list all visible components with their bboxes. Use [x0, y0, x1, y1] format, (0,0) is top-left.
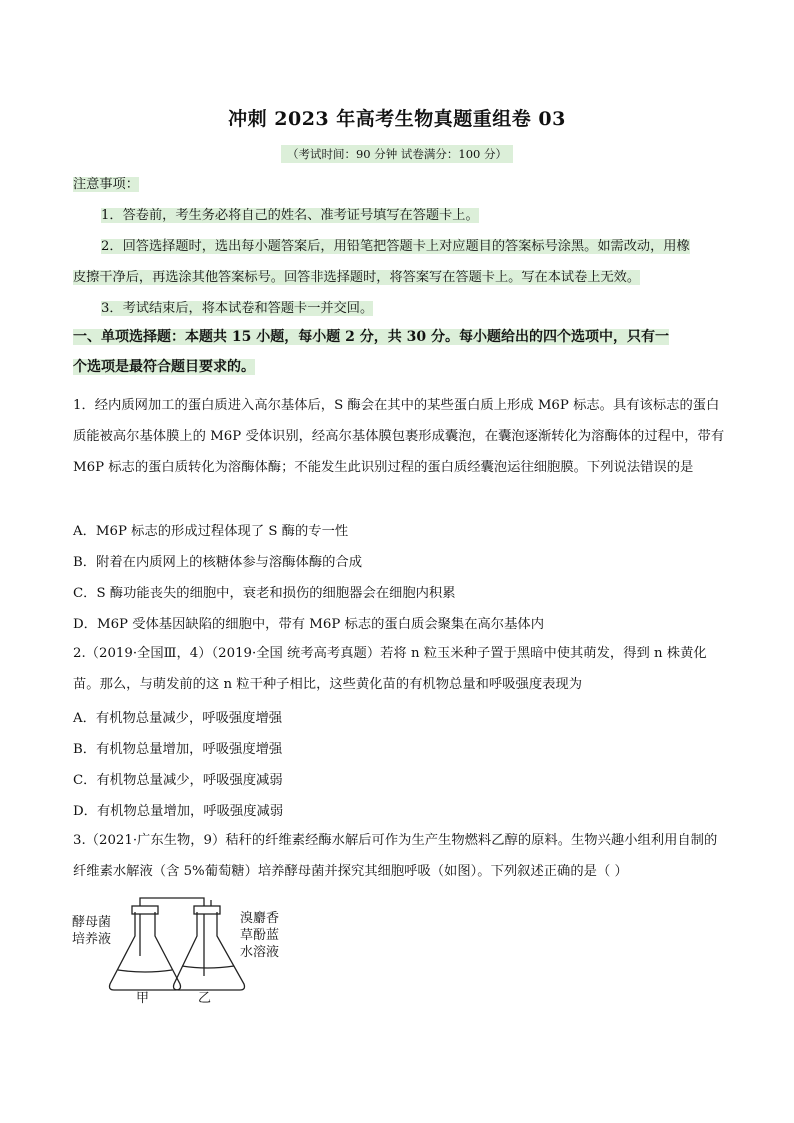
label-bromothymol-3: 水溶液 — [240, 945, 280, 960]
page-title: 冲刺 2023 年高考生物真题重组卷 03 — [228, 108, 566, 130]
question-2-option-a: A．有机物总量减少，呼吸强度增强 — [73, 711, 283, 726]
note-item-1: 1．答卷前，考生务必将自己的姓名、准考证号填写在答题卡上。 — [101, 208, 479, 223]
question-2-option-b: B．有机物总量增加，呼吸强度增强 — [73, 742, 283, 757]
label-yeast-culture-1: 酵母菌 — [72, 915, 112, 930]
label-bromothymol-1: 溴麝香 — [240, 911, 280, 926]
note-item-2a: 2．回答选择题时，选出每小题答案后，用铅笔把答题卡上对应题目的答案标号涂黑。如需改动，用橡 — [101, 239, 690, 254]
label-yeast-culture-2: 培养液 — [72, 932, 112, 947]
section-heading-1: 一、单项选择题：本题共 15 小题，每小题 2 分，共 30 分。每小题给出的四个选项中，只有一 — [73, 329, 669, 345]
flask-label-yi: 乙 — [198, 991, 212, 1006]
question-3-stem: 3.（2021·广东生物，9）秸秆的纤维素经酶水解后可作为生产生物燃料乙醇的原料。生物兴趣小组利用自制的纤维素水解液（含 5%葡萄糖）培养酵母菌并探究其细胞呼吸（如图）。下列叙述正确的是（ ） — [73, 833, 718, 879]
question-2-stem: 2.（2019·全国Ⅲ，4）（2019·全国 统考高考真题）若将 n 粒玉米种子置于黑暗中使其萌发，得到 n 株黄化苗。那么，与萌发前的这 n 粒干种子相比，这些黄化苗的有机物总量和呼吸强度表现为 — [73, 646, 707, 692]
flask-label-jia: 甲 — [136, 991, 150, 1006]
label-bromothymol-2: 草酚蓝 — [240, 928, 280, 943]
flask-figure — [70, 896, 300, 1006]
question-2-option-c: C．有机物总量减少，呼吸强度减弱 — [73, 773, 283, 788]
exam-time-score: （考试时间：90 分钟 试卷满分：100 分） — [281, 145, 513, 163]
question-2-option-d: D．有机物总量增加，呼吸强度减弱 — [73, 804, 284, 819]
question-1-stem: 1．经内质网加工的蛋白质进入高尔基体后，S 酶会在其中的某些蛋白质上形成 M6P 标志。具有该标志的蛋白质能被高尔基体膜上的 M6P 受体识别，经高尔基体膜包裹形成囊泡，在囊泡逐渐转化为溶酶体的过程中，带有 M6P 标志的蛋白质转化为溶酶体酶；不能发生此识别过程的蛋白质经囊泡运往细胞膜。下列说法错误的是 — [73, 398, 725, 475]
question-1-option-a: A．M6P 标志的形成过程体现了 S 酶的专一性 — [73, 524, 349, 539]
question-1-option-c: C．S 酶功能丧失的细胞中，衰老和损伤的细胞器会在细胞内积累 — [73, 586, 456, 601]
exam-subtitle — [0, 146, 794, 162]
question-1-option-d: D．M6P 受体基因缺陷的细胞中，带有 M6P 标志的蛋白质会聚集在高尔基体内 — [73, 617, 544, 632]
question-1-option-b: B．附着在内质网上的核糖体参与溶酶体酶的合成 — [73, 555, 363, 570]
note-item-2b: 皮擦干净后，再选涂其他答案标号。回答非选择题时，将答案写在答题卡上。写在本试卷上无效。 — [73, 270, 641, 285]
notes-heading: 注意事项： — [73, 177, 139, 192]
note-item-3: 3．考试结束后，将本试卷和答题卡一并交回。 — [101, 301, 374, 316]
section-heading-2: 个选项是最符合题目要求的。 — [73, 359, 255, 375]
